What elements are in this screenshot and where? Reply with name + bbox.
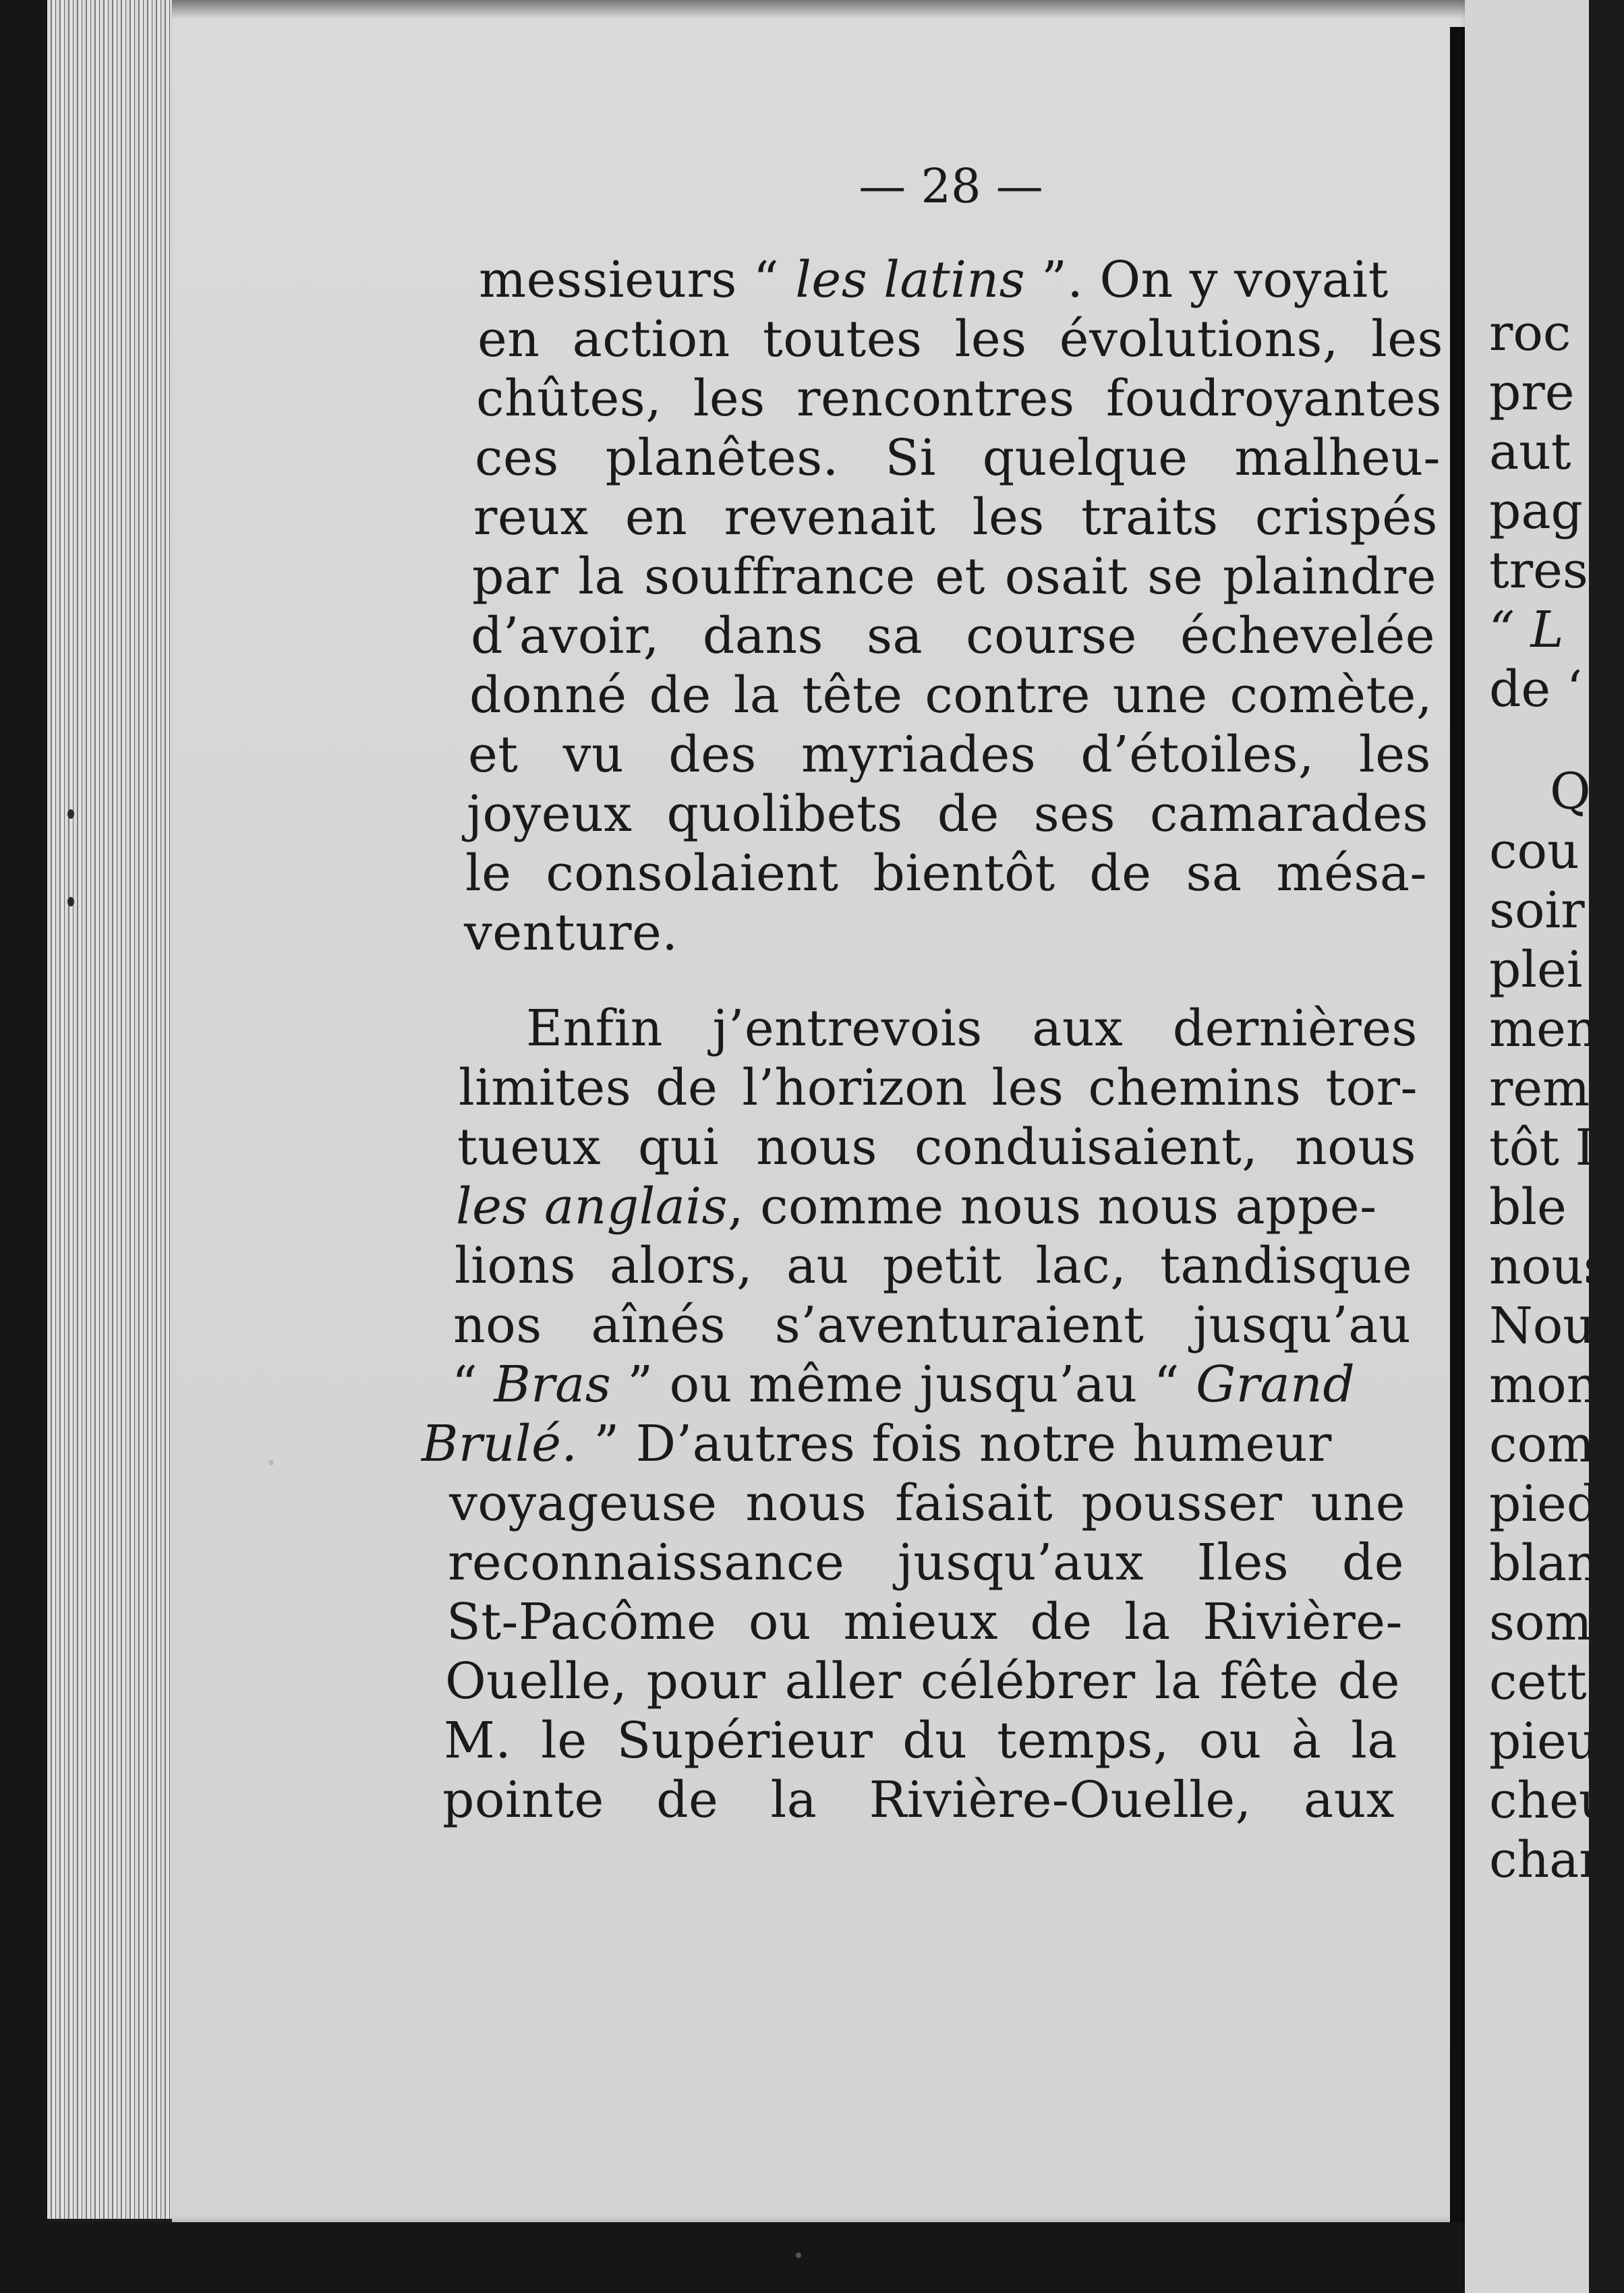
scan-speck [796,2253,801,2258]
next-page-line: rem [1489,1060,1590,1118]
text-line: d’avoir, dans sa course échevelée [471,607,1435,665]
text-line: reux en revenait les traits crispés [473,488,1438,546]
next-page-line: aut [1489,423,1571,481]
page-top-shadow [172,0,1470,19]
text-line: lions alors, au petit lac, tandisque [455,1237,1412,1295]
text-line: M. le Supérieur du temps, ou à la [444,1712,1397,1770]
scan-border-bottom [0,2222,1465,2293]
next-page-line: Nou [1489,1297,1595,1355]
next-page-line: chan [1489,1831,1611,1889]
text-line: en action toutes les évolutions, les [477,310,1443,368]
next-page-line: cou [1489,822,1579,880]
text-line: joyeux quolibets de ses camarades [467,785,1428,843]
text-line: donné de la tête contre une comète, [469,666,1432,724]
text-line: nos aînés s’aventuraient jusqu’au [453,1296,1411,1354]
book-gutter [1450,27,1465,2293]
next-page-line: Q [1550,763,1591,821]
next-page-line: pieus [1489,1712,1624,1770]
text-line: voyageuse nous faisait pousser une [449,1474,1405,1532]
text-line: reconnaissance jusqu’aux Iles de [448,1534,1404,1592]
next-page-line: pied [1489,1475,1599,1533]
text-line: messieurs “ les latins ”. On y voyait [479,251,1389,309]
text-line: Enfin j’entrevois aux dernières [526,999,1418,1057]
text-line: Brulé. ” D’autres fois notre humeur [422,1415,1332,1473]
text-line: par la souffrance et osait se plaindre [472,548,1437,606]
page-number: — 28 — [859,158,1043,214]
next-page-line: pre [1489,364,1575,422]
scan-speck [268,1460,274,1465]
scan-speck [67,809,74,819]
text-line: tueux qui nous conduisaient, nous [457,1118,1416,1176]
next-page-line: somb [1489,1594,1624,1652]
next-page-line: mon [1489,1356,1599,1414]
next-page-line: plei [1489,941,1583,999]
next-page-line: men [1489,1000,1598,1058]
next-page-line: cette [1489,1653,1617,1711]
next-page-line: “ L [1489,601,1564,659]
text-line: St-Pacôme ou mieux de la Rivière- [446,1593,1403,1651]
next-page-line: com [1489,1416,1595,1474]
next-page-text-column [1489,303,1624,2192]
next-page-line: pag [1489,482,1583,540]
next-page-line: roc [1489,304,1571,362]
next-page-line: ble [1489,1178,1567,1236]
main-text-column [422,250,1443,1868]
next-page-line: de ‘ [1489,660,1583,718]
text-line: et vu des myriades d’étoiles, les [468,726,1431,784]
text-line: limites de l’horizon les chemins tor- [459,1059,1418,1117]
next-page-line: nous [1489,1238,1609,1296]
text-line: “ Bras ” ou même jusqu’au “ Grand [452,1356,1356,1414]
text-line: ces planêtes. Si quelque malheu- [475,429,1441,487]
scan-speck [67,897,74,906]
text-line: venture. [464,904,678,962]
scan-border-left [0,0,49,2293]
next-page-line: tôt I [1489,1119,1595,1177]
next-page-line: cheu [1489,1772,1611,1830]
stacked-page-edges [47,0,172,2219]
text-line: Ouelle, pour aller célébrer la fête de [445,1652,1400,1710]
next-page-line: blan [1489,1534,1599,1592]
text-line: le consolaient bientôt de sa mésa- [465,844,1427,902]
text-line: pointe de la Rivière-Ouelle, aux [442,1771,1395,1829]
text-line: les anglais, comme nous nous appe- [456,1178,1377,1236]
next-page-line: tres [1489,542,1588,600]
text-line: chûtes, les rencontres foudroyantes [476,370,1442,428]
next-page-line: soir [1489,881,1585,939]
